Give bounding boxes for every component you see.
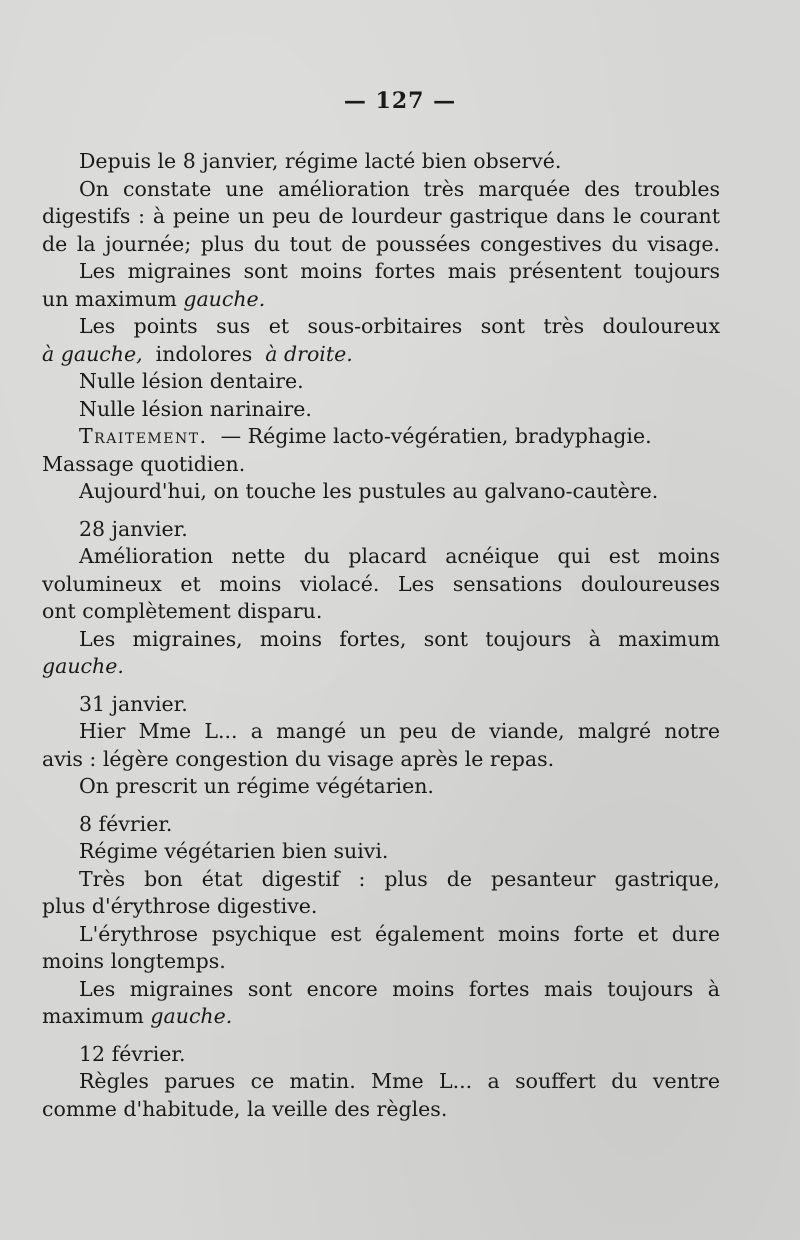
date-heading: 8 février.: [79, 811, 173, 836]
italic-fragment: gauche.: [42, 654, 124, 678]
text-line: volumineux et moins violacé. Les sensations douloureuses: [42, 571, 720, 596]
text-line: Depuis le 8 janvier, régime lacté bien observé.: [79, 149, 562, 173]
text-line: L'érythrose psychique est également moins forte et dure: [79, 921, 720, 946]
text-line: [42, 286, 720, 314]
text-line: Les migraines sont moins fortes mais présentent toujours: [79, 259, 720, 283]
text-line: moins longtemps.: [42, 949, 226, 973]
text-line: avis : légère congestion du visage après le repas.: [42, 746, 555, 771]
text-line: Nulle lésion dentaire.: [79, 369, 304, 393]
date-heading: 28 janvier.: [79, 516, 188, 541]
page-body: [42, 148, 720, 1123]
text-line: [42, 423, 720, 451]
text-line: On constate une amélioration très marquée des troubles: [79, 176, 720, 201]
text-line: Hier Mme L... a mangé un peu de viande, malgré notre: [79, 719, 720, 743]
text-line: Massage quotidien.: [42, 451, 246, 476]
text-line: Les points sus et sous-orbitaires sont très douloureux: [79, 314, 720, 338]
text-line: [42, 653, 720, 681]
text-fragment: un maximum: [42, 286, 177, 311]
italic-fragment: à droite.: [265, 341, 353, 366]
text-fragment: maximum: [42, 1004, 144, 1028]
italic-fragment: gauche.: [150, 1004, 233, 1028]
text-line: Amélioration nette du placard acnéique qui est moins: [79, 544, 720, 568]
text-line: de la journée; plus du tout de poussées congestives du visage.: [42, 231, 720, 256]
text-line: comme d'habitude, la veille des règles.: [42, 1096, 448, 1121]
text-line: On prescrit un régime végétarien.: [79, 774, 434, 798]
text-line: Très bon état digestif : plus de pesanteur gastrique,: [79, 866, 720, 891]
text-line: Régime végétarien bien suivi.: [79, 839, 389, 863]
date-heading: 31 janvier.: [79, 691, 188, 716]
text-line: Les migraines sont encore moins fortes mais toujours à: [79, 976, 720, 1001]
text-line: [42, 1003, 720, 1031]
text-line: digestifs : à peine un peu de lourdeur gastrique dans le courant: [42, 204, 720, 228]
text-fragment: indolores: [155, 341, 253, 366]
page-number: — 127 —: [343, 88, 457, 114]
text-line: Aujourd'hui, on touche les pustules au galvano-cautère.: [79, 479, 659, 503]
text-line: Nulle lésion narinaire.: [79, 396, 312, 421]
text-fragment: — Régime lacto-végératien, bradyphagie.: [220, 424, 652, 448]
italic-fragment: à gauche,: [42, 341, 143, 366]
text-line: Règles parues ce matin. Mme L... a souffert du ventre: [79, 1069, 720, 1093]
date-heading: 12 février.: [79, 1041, 186, 1066]
text-line: Les migraines, moins fortes, sont toujours à maximum: [79, 626, 720, 651]
text-line: [42, 341, 720, 369]
italic-fragment: gauche.: [183, 286, 266, 311]
text-line: ont complètement disparu.: [42, 599, 323, 623]
section-heading: Traitement.: [79, 424, 208, 448]
text-line: plus d'érythrose digestive.: [42, 894, 318, 918]
